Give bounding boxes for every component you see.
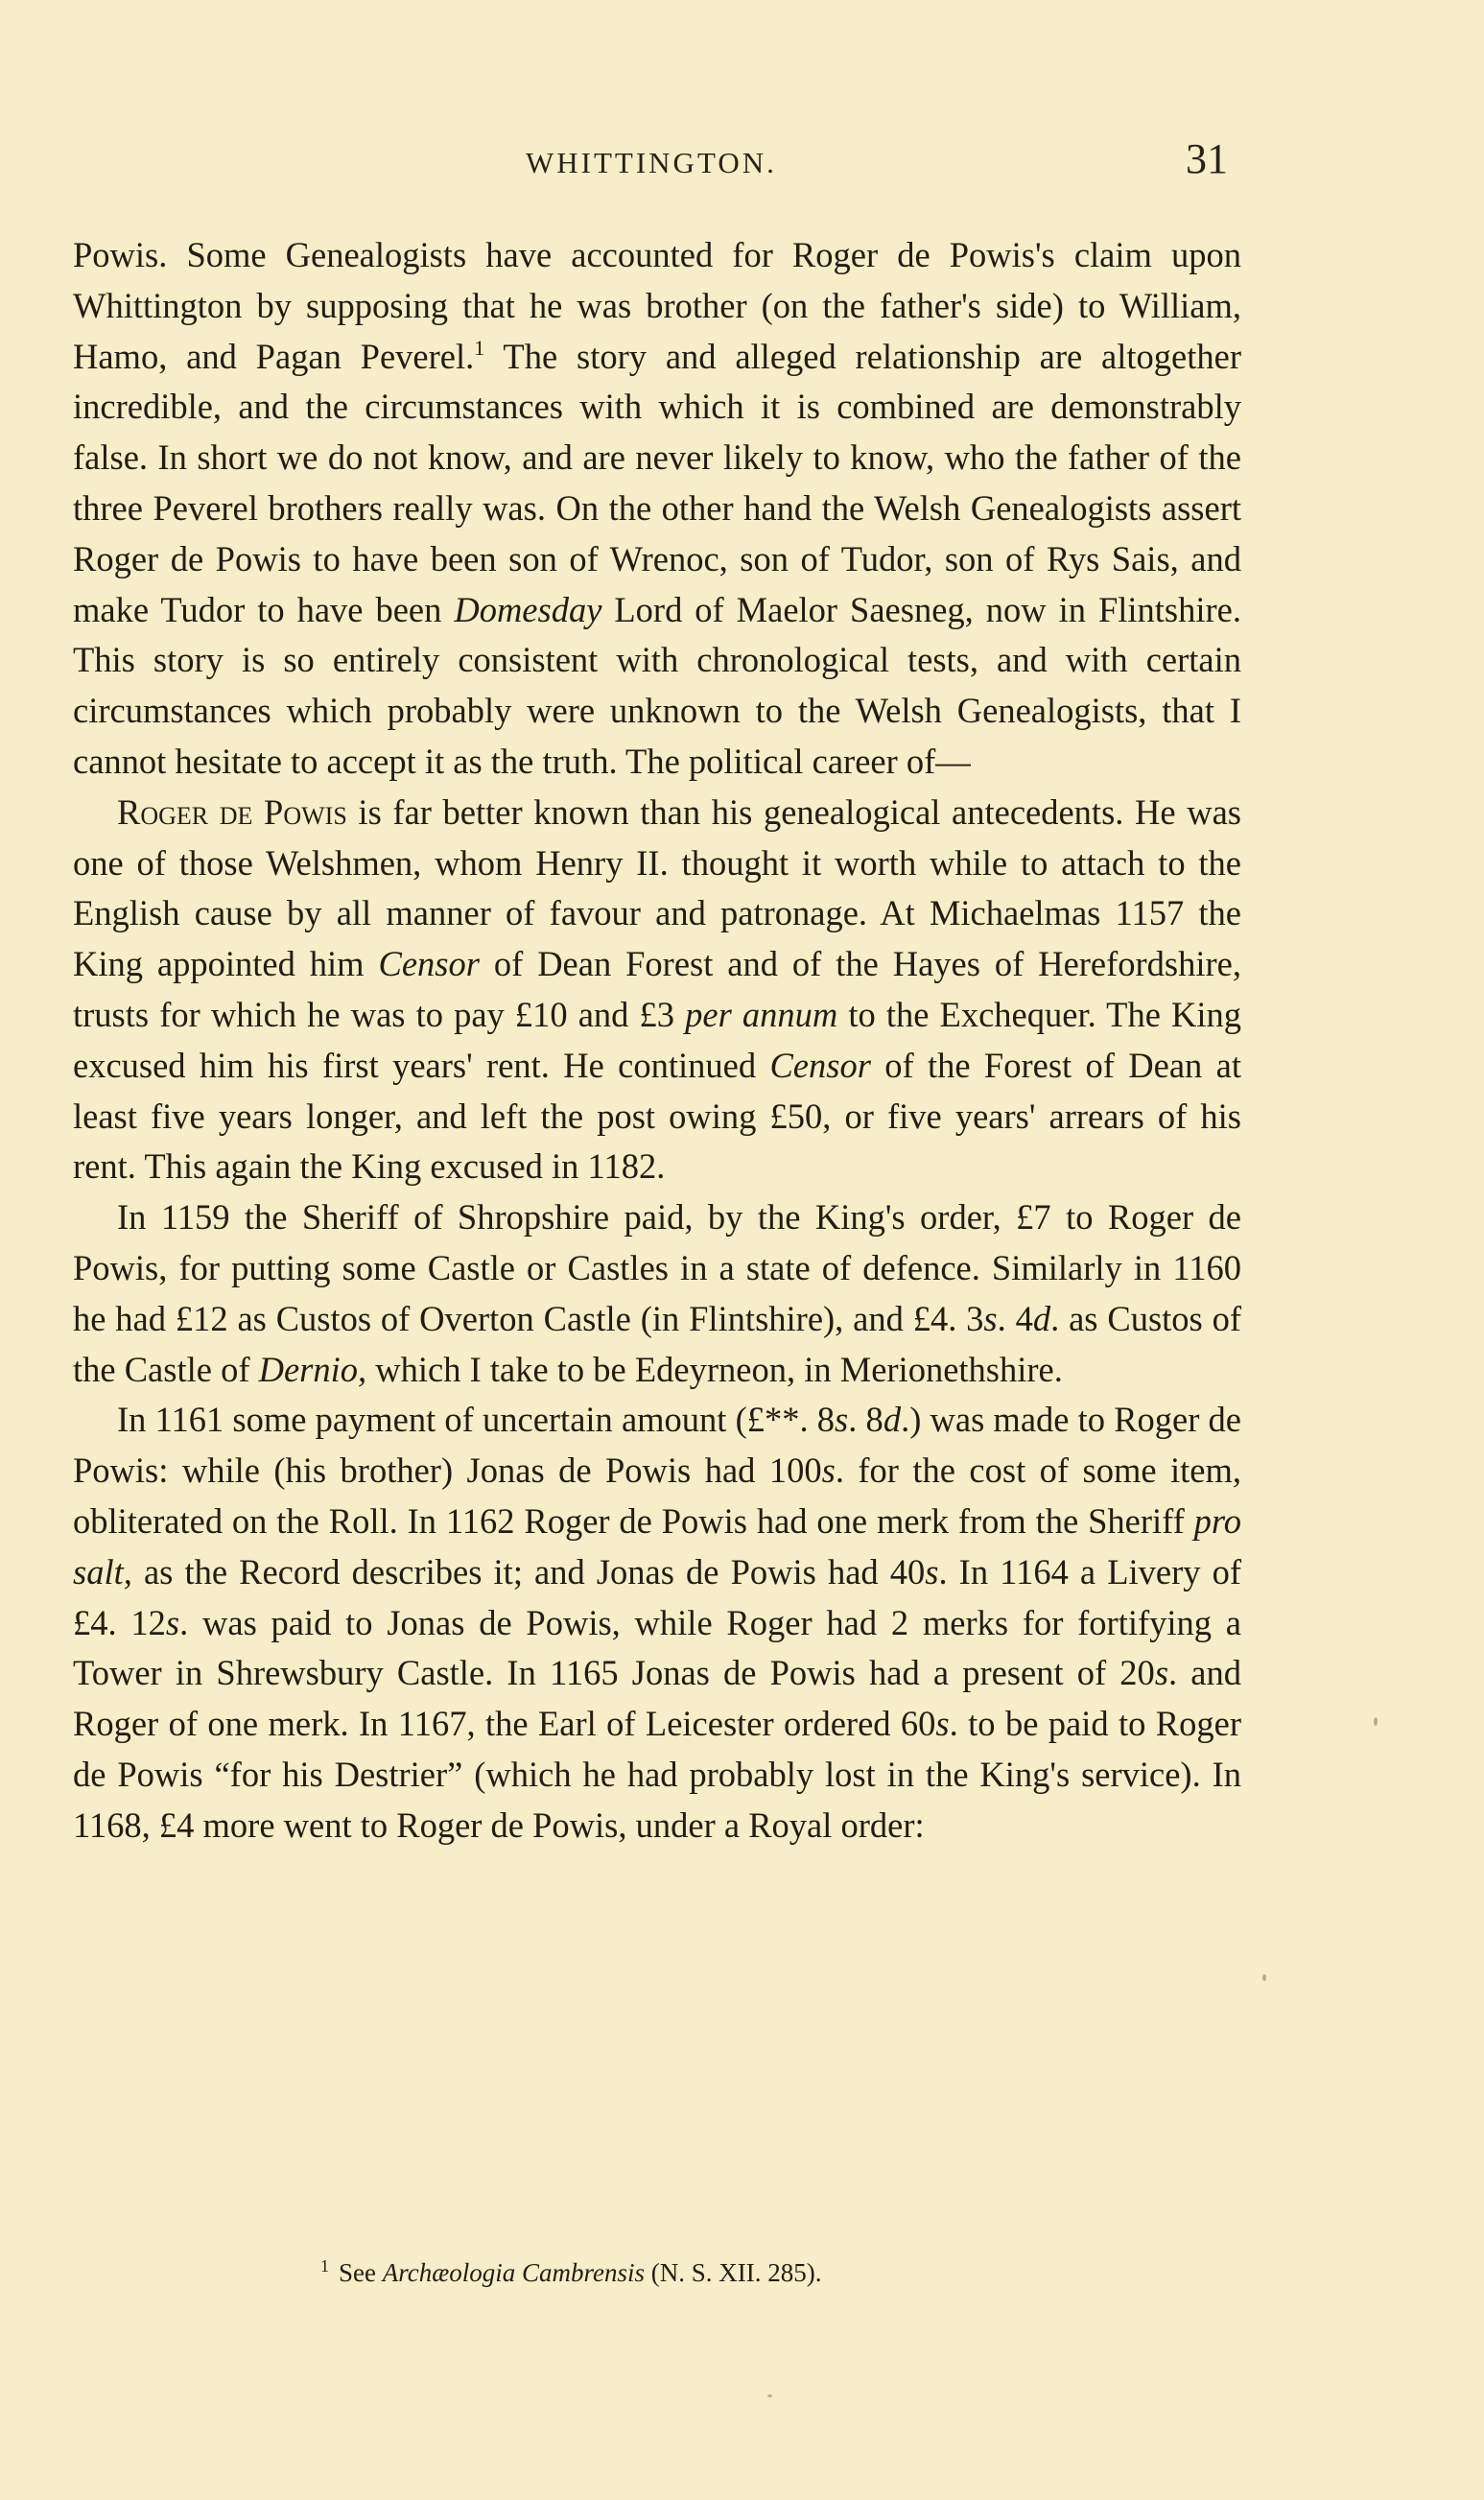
paper-speck — [1262, 1974, 1266, 1981]
footnote-reference: 1 — [474, 335, 485, 360]
section-heading: Roger de Powis — [117, 791, 347, 832]
paragraph-3: In 1159 the Sheriff of Shropshire paid, by the King's order, £7 to Roger de Powis, for putting some Castle or Castles in a state of defence. Similarly in 1160 he had £12 as Custos of Overton Castle (in Flintshire), and £4. 3s. 4d. as Custos of the Castle of Dernio, which I take to be Edeyrneon, in Merionethshire. — [73, 1197, 1241, 1389]
paper-speck — [767, 2394, 772, 2397]
paragraph-1: Powis. Some Genealogists have accounted for Roger de Powis's claim upon Whittington by supposing that he was brother (on the father's side) to William, Hamo, and Pagan Peverel.$^1$ The story and alleged relationship are altogether incredible, and the circumstances with which it is combined are demonstrably false. In short we do not know, and are never likely to know, who the father of the three Peverel brothers really was. On the other hand the Welsh Genealogists assert Roger de Powis to have been son of Wrenoc, son of Tudor, son of Rys Sais, and make Tudor to have been Domesday Lord of Maelor Saesneg, now in Flintshire. This story is so entirely consistent with chronological tests, and with certain circumstances which probably were unknown to the Welsh Genealogists, that I cannot hesitate to accept it as the truth. The political career of— — [73, 235, 1241, 781]
footnote-title: Archæologia Cambrensis — [382, 2258, 645, 2287]
paragraph-2: Roger de Powis is far better known than his genealogical antecedents. He was one of those Welshmen, whom Henry II. thought it worth while to attach to the English cause by all manner of favour and patronage. At Michaelmas 1157 the King appointed him Censor of Dean Forest and of the Hayes of Herefordshire, trusts for which he was to pay £10 and £3 per annum to the Exchequer. The King excused him his first years' rent. He continued Censor of the Forest of Dean at least five years longer, and left the post owing £50, or five years' arrears of his rent. This again the King excused in 1182. — [73, 791, 1242, 1187]
running-head — [0, 134, 1484, 192]
footnote-marker: 1 — [320, 2256, 329, 2276]
page-number: 31 — [1186, 135, 1228, 182]
paragraph-4: In 1161 some payment of uncertain amount (£**. 8s. 8d.) was made to Roger de Powis: while (his brother) Jonas de Powis had 100s. for the cost of some item, obliterated on the Roll. In 1162 Roger de Powis had one merk from the Sheriff pro salt, as the Record describes it; and Jonas de Powis had 40s. In 1164 a Livery of £4. 12s. was paid to Jonas de Powis, while Roger had 2 merks for fortifying a Tower in Shrewsbury Castle. In 1165 Jonas de Powis had a present of 20s. and Roger of one merk. In 1167, the Earl of Leicester ordered 60s. to be paid to Roger de Powis “for his Destrier” (which he had probably lost in the King's service). In 1168, £4 more went to Roger de Powis, under a Royal order: — [73, 1400, 1242, 1845]
paper-speck — [1374, 1717, 1378, 1726]
running-head-title: WHITTINGTON. — [526, 146, 777, 179]
footnote: $^1$ See Archæologia Cambrensis (N. S. XII. 285). — [320, 2256, 822, 2287]
body-text — [73, 230, 1241, 1851]
